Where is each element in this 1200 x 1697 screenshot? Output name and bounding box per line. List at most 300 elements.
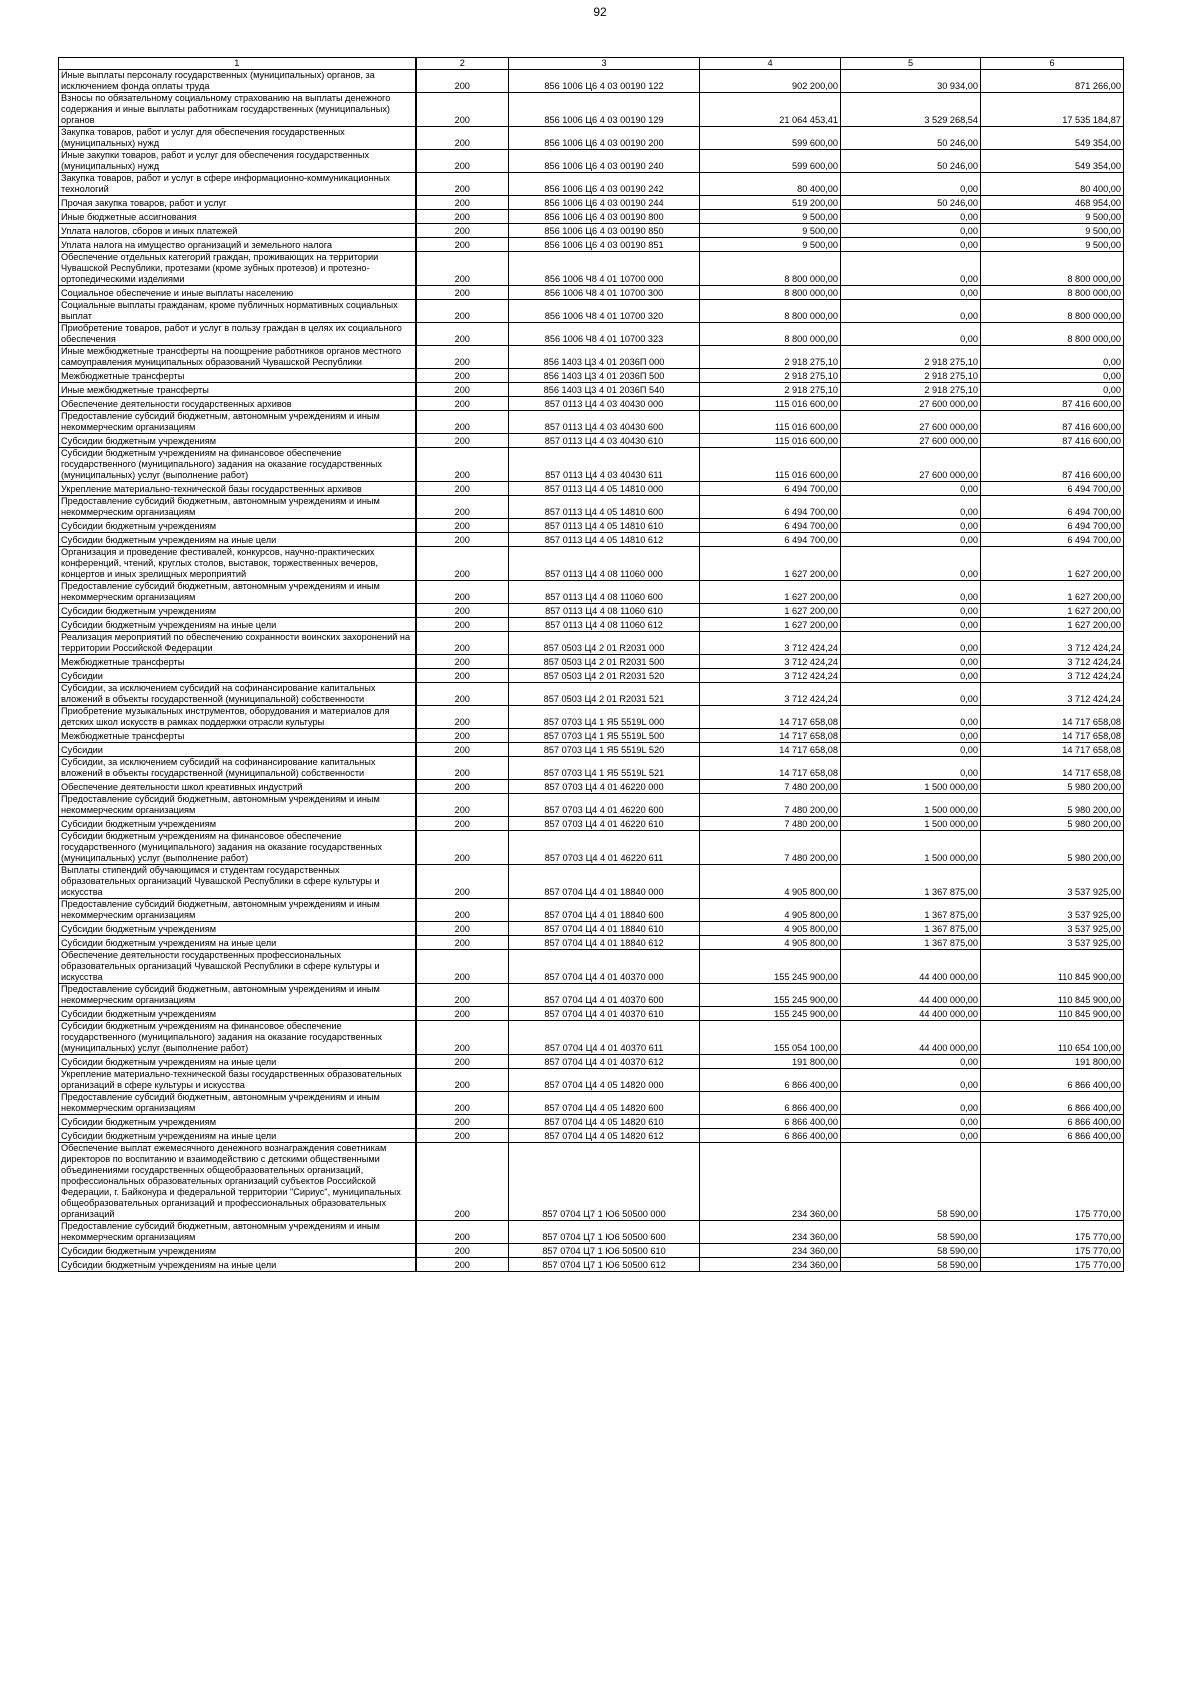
table-row — [59, 482, 1124, 496]
header-row — [59, 58, 1124, 70]
row-name: Предоставление субсидий бюджетным, автономным учреждениям и иным некоммерческим организациям — [59, 984, 416, 1007]
row-amount: 3 712 424,24 — [700, 669, 841, 683]
row-remainder: 0,00 — [981, 346, 1124, 369]
row-code: 200 — [416, 831, 509, 865]
row-name: Субсидии бюджетным учреждениям — [59, 519, 416, 533]
row-executed: 50 246,00 — [841, 196, 981, 210]
row-classification: 856 1403 Ц3 4 01 2036П 540 — [509, 383, 700, 397]
row-classification: 857 0704 Ц4 4 05 14820 612 — [509, 1129, 700, 1143]
table-row — [59, 70, 1124, 93]
row-executed: 1 367 875,00 — [841, 899, 981, 922]
row-executed: 1 367 875,00 — [841, 865, 981, 899]
table-row — [59, 1221, 1124, 1244]
row-code: 200 — [416, 196, 509, 210]
table-row — [59, 448, 1124, 482]
row-executed: 2 918 275,10 — [841, 346, 981, 369]
row-code: 200 — [416, 1069, 509, 1092]
row-executed: 58 590,00 — [841, 1244, 981, 1258]
row-code: 200 — [416, 519, 509, 533]
row-amount: 115 016 600,00 — [700, 397, 841, 411]
row-remainder: 175 770,00 — [981, 1221, 1124, 1244]
row-name: Укрепление материально-технической базы государственных образовательных организаций в сфере культуры и искусства — [59, 1069, 416, 1092]
row-name: Межбюджетные трансферты — [59, 655, 416, 669]
row-amount: 8 800 000,00 — [700, 323, 841, 346]
row-remainder: 175 770,00 — [981, 1244, 1124, 1258]
table-row — [59, 1244, 1124, 1258]
row-amount: 6 866 400,00 — [700, 1115, 841, 1129]
row-code: 200 — [416, 757, 509, 780]
row-code: 200 — [416, 1143, 509, 1221]
row-code: 200 — [416, 397, 509, 411]
row-remainder: 5 980 200,00 — [981, 794, 1124, 817]
row-remainder: 6 494 700,00 — [981, 519, 1124, 533]
table-row — [59, 1258, 1124, 1272]
row-remainder: 3 712 424,24 — [981, 683, 1124, 706]
row-code: 200 — [416, 1092, 509, 1115]
row-remainder: 8 800 000,00 — [981, 300, 1124, 323]
row-name: Предоставление субсидий бюджетным, автономным учреждениям и иным некоммерческим организациям — [59, 794, 416, 817]
row-executed: 0,00 — [841, 604, 981, 618]
row-name: Субсидии бюджетным учреждениям на иные цели — [59, 533, 416, 547]
row-classification: 857 0704 Ц7 1 Ю6 50500 600 — [509, 1221, 700, 1244]
table-row — [59, 683, 1124, 706]
table-row — [59, 743, 1124, 757]
row-amount: 9 500,00 — [700, 210, 841, 224]
row-code: 200 — [416, 346, 509, 369]
row-code: 200 — [416, 780, 509, 794]
row-classification: 857 0503 Ц4 2 01 R2031 520 — [509, 669, 700, 683]
row-classification: 857 0704 Ц4 4 01 18840 000 — [509, 865, 700, 899]
row-amount: 155 245 900,00 — [700, 1007, 841, 1021]
row-amount: 6 494 700,00 — [700, 482, 841, 496]
row-name: Социальное обеспечение и иные выплаты населению — [59, 286, 416, 300]
row-executed: 0,00 — [841, 1069, 981, 1092]
table-row — [59, 817, 1124, 831]
column-header-3: 3 — [509, 58, 700, 70]
row-remainder: 87 416 600,00 — [981, 448, 1124, 482]
row-code: 200 — [416, 383, 509, 397]
row-executed: 0,00 — [841, 173, 981, 196]
row-remainder: 80 400,00 — [981, 173, 1124, 196]
row-remainder: 6 494 700,00 — [981, 482, 1124, 496]
row-executed: 0,00 — [841, 547, 981, 581]
table-row — [59, 1115, 1124, 1129]
table-row — [59, 1129, 1124, 1143]
row-remainder: 3 537 925,00 — [981, 922, 1124, 936]
row-classification: 856 1006 Ц6 4 03 00190 129 — [509, 93, 700, 127]
row-code: 200 — [416, 448, 509, 482]
row-remainder: 549 354,00 — [981, 150, 1124, 173]
row-code: 200 — [416, 706, 509, 729]
row-name: Приобретение музыкальных инструментов, оборудования и материалов для детских школ искусств в рамках поддержки отрасли культуры — [59, 706, 416, 729]
table-row — [59, 397, 1124, 411]
row-executed: 58 590,00 — [841, 1258, 981, 1272]
row-remainder: 110 654 100,00 — [981, 1021, 1124, 1055]
table-row — [59, 150, 1124, 173]
row-code: 200 — [416, 173, 509, 196]
row-name: Выплаты стипендий обучающимся и студентам государственных образовательных организаций Чувашской Республики в сфере культуры и искусства — [59, 865, 416, 899]
table-row — [59, 1069, 1124, 1092]
row-code: 200 — [416, 224, 509, 238]
column-header-2: 2 — [416, 58, 509, 70]
row-executed: 0,00 — [841, 1092, 981, 1115]
row-code: 200 — [416, 984, 509, 1007]
row-remainder: 1 627 200,00 — [981, 618, 1124, 632]
row-name: Субсидии, за исключением субсидий на софинансирование капитальных вложений в объекты государственной (муниципальной) собственности — [59, 683, 416, 706]
row-code: 200 — [416, 950, 509, 984]
row-remainder: 1 627 200,00 — [981, 581, 1124, 604]
row-classification: 857 0704 Ц4 4 01 40370 610 — [509, 1007, 700, 1021]
column-header-4: 4 — [700, 58, 841, 70]
row-remainder: 3 537 925,00 — [981, 899, 1124, 922]
row-code: 200 — [416, 238, 509, 252]
row-classification: 856 1403 Ц3 4 01 2036П 000 — [509, 346, 700, 369]
row-classification: 857 0113 Ц4 4 05 14810 610 — [509, 519, 700, 533]
row-name: Обеспечение деятельности государственных профессиональных образовательных организаций Чувашской Республики в сфере культуры и искусства — [59, 950, 416, 984]
row-amount: 8 800 000,00 — [700, 252, 841, 286]
row-amount: 9 500,00 — [700, 238, 841, 252]
row-classification: 857 0503 Ц4 2 01 R2031 521 — [509, 683, 700, 706]
row-code: 200 — [416, 1221, 509, 1244]
row-amount: 7 480 200,00 — [700, 831, 841, 865]
row-classification: 857 0703 Ц4 4 01 46220 610 — [509, 817, 700, 831]
row-code: 200 — [416, 286, 509, 300]
row-amount: 599 600,00 — [700, 127, 841, 150]
row-executed: 50 246,00 — [841, 127, 981, 150]
row-code: 200 — [416, 581, 509, 604]
row-classification: 857 0704 Ц4 4 01 40370 000 — [509, 950, 700, 984]
row-classification: 857 0704 Ц4 4 05 14820 610 — [509, 1115, 700, 1129]
row-remainder: 0,00 — [981, 383, 1124, 397]
row-name: Уплата налога на имущество организаций и земельного налога — [59, 238, 416, 252]
row-executed: 1 367 875,00 — [841, 922, 981, 936]
table-row — [59, 706, 1124, 729]
row-executed: 0,00 — [841, 238, 981, 252]
row-amount: 1 627 200,00 — [700, 581, 841, 604]
row-executed: 0,00 — [841, 210, 981, 224]
row-classification: 856 1006 Ч8 4 01 10700 000 — [509, 252, 700, 286]
row-classification: 856 1006 Ц6 4 03 00190 200 — [509, 127, 700, 150]
row-name: Субсидии бюджетным учреждениям на финансовое обеспечение государственного (муниципального) задания на оказание государственных (муниципальных) услуг (выполнение работ) — [59, 1021, 416, 1055]
row-code: 200 — [416, 323, 509, 346]
row-executed: 1 500 000,00 — [841, 817, 981, 831]
row-classification: 857 0703 Ц4 4 01 46220 611 — [509, 831, 700, 865]
row-classification: 856 1006 Ч8 4 01 10700 323 — [509, 323, 700, 346]
table-row — [59, 210, 1124, 224]
row-classification: 857 0113 Ц4 4 03 40430 610 — [509, 434, 700, 448]
row-amount: 115 016 600,00 — [700, 448, 841, 482]
table-row — [59, 300, 1124, 323]
budget-table — [58, 57, 1124, 1272]
row-amount: 519 200,00 — [700, 196, 841, 210]
row-executed: 50 246,00 — [841, 150, 981, 173]
row-name: Субсидии бюджетным учреждениям — [59, 1007, 416, 1021]
row-classification: 856 1403 Ц3 4 01 2036П 500 — [509, 369, 700, 383]
row-code: 200 — [416, 434, 509, 448]
row-classification: 857 0113 Ц4 4 05 14810 600 — [509, 496, 700, 519]
row-name: Субсидии бюджетным учреждениям на финансовое обеспечение государственного (муниципального) задания на оказание государственных (муниципальных) услуг (выполнение работ) — [59, 448, 416, 482]
row-amount: 4 905 800,00 — [700, 922, 841, 936]
row-remainder: 871 266,00 — [981, 70, 1124, 93]
row-classification: 856 1006 Ц6 4 03 00190 122 — [509, 70, 700, 93]
row-amount: 14 717 658,08 — [700, 729, 841, 743]
row-amount: 115 016 600,00 — [700, 411, 841, 434]
row-executed: 0,00 — [841, 669, 981, 683]
row-classification: 857 0703 Ц4 1 Я5 5519L 520 — [509, 743, 700, 757]
row-code: 200 — [416, 865, 509, 899]
row-amount: 234 360,00 — [700, 1221, 841, 1244]
table-row — [59, 865, 1124, 899]
row-amount: 14 717 658,08 — [700, 757, 841, 780]
row-executed: 44 400 000,00 — [841, 984, 981, 1007]
row-executed: 27 600 000,00 — [841, 448, 981, 482]
row-code: 200 — [416, 1244, 509, 1258]
row-name: Субсидии бюджетным учреждениям на финансовое обеспечение государственного (муниципального) задания на оказание государственных (муниципальных) услуг (выполнение работ) — [59, 831, 416, 865]
row-executed: 27 600 000,00 — [841, 434, 981, 448]
row-code: 200 — [416, 729, 509, 743]
table-row — [59, 604, 1124, 618]
row-executed: 1 367 875,00 — [841, 936, 981, 950]
row-classification: 857 0703 Ц4 4 01 46220 000 — [509, 780, 700, 794]
table-row — [59, 780, 1124, 794]
row-remainder: 87 416 600,00 — [981, 434, 1124, 448]
row-amount: 7 480 200,00 — [700, 794, 841, 817]
row-amount: 234 360,00 — [700, 1258, 841, 1272]
row-executed: 2 918 275,10 — [841, 369, 981, 383]
column-header-1: 1 — [59, 58, 416, 70]
row-name: Предоставление субсидий бюджетным, автономным учреждениям и иным некоммерческим организациям — [59, 581, 416, 604]
row-name: Иные межбюджетные трансферты на поощрение работников органов местного самоуправления муниципальных образований Чувашской Республики — [59, 346, 416, 369]
row-amount: 1 627 200,00 — [700, 604, 841, 618]
row-name: Предоставление субсидий бюджетным, автономным учреждениям и иным некоммерческим организациям — [59, 411, 416, 434]
row-executed: 1 500 000,00 — [841, 780, 981, 794]
row-remainder: 1 627 200,00 — [981, 604, 1124, 618]
row-code: 200 — [416, 533, 509, 547]
row-remainder: 110 845 900,00 — [981, 984, 1124, 1007]
row-remainder: 8 800 000,00 — [981, 252, 1124, 286]
row-remainder: 14 717 658,08 — [981, 743, 1124, 757]
table-row — [59, 1143, 1124, 1221]
row-classification: 857 0113 Ц4 4 08 11060 610 — [509, 604, 700, 618]
row-amount: 1 627 200,00 — [700, 618, 841, 632]
row-code: 200 — [416, 632, 509, 655]
row-executed: 58 590,00 — [841, 1143, 981, 1221]
row-name: Обеспечение отдельных категорий граждан, проживающих на территории Чувашской Республики, протезами (кроме зубных протезов) и протезно-ортопедическими изделиями — [59, 252, 416, 286]
table-row — [59, 93, 1124, 127]
row-classification: 856 1006 Ц6 4 03 00190 800 — [509, 210, 700, 224]
row-remainder: 5 980 200,00 — [981, 817, 1124, 831]
row-code: 200 — [416, 604, 509, 618]
row-name: Приобретение товаров, работ и услуг в пользу граждан в целях их социального обеспечения — [59, 323, 416, 346]
row-amount: 3 712 424,24 — [700, 632, 841, 655]
row-code: 200 — [416, 93, 509, 127]
row-executed: 30 934,00 — [841, 70, 981, 93]
row-code: 200 — [416, 683, 509, 706]
row-amount: 14 717 658,08 — [700, 743, 841, 757]
row-classification: 857 0113 Ц4 4 03 40430 611 — [509, 448, 700, 482]
row-classification: 857 0113 Ц4 4 05 14810 000 — [509, 482, 700, 496]
row-executed: 44 400 000,00 — [841, 950, 981, 984]
row-amount: 6 866 400,00 — [700, 1069, 841, 1092]
table-row — [59, 127, 1124, 150]
row-executed: 3 529 268,54 — [841, 93, 981, 127]
table-header — [59, 58, 1124, 70]
row-remainder: 6 494 700,00 — [981, 496, 1124, 519]
row-remainder: 191 800,00 — [981, 1055, 1124, 1069]
row-executed: 0,00 — [841, 482, 981, 496]
table-row — [59, 1021, 1124, 1055]
row-executed: 0,00 — [841, 224, 981, 238]
row-name: Укрепление материально-технической базы государственных архивов — [59, 482, 416, 496]
row-amount: 6 866 400,00 — [700, 1129, 841, 1143]
row-amount: 234 360,00 — [700, 1143, 841, 1221]
table-body — [59, 70, 1124, 1272]
row-name: Субсидии бюджетным учреждениям на иные цели — [59, 618, 416, 632]
row-code: 200 — [416, 743, 509, 757]
table-row — [59, 757, 1124, 780]
row-amount: 599 600,00 — [700, 150, 841, 173]
row-classification: 857 0703 Ц4 4 01 46220 600 — [509, 794, 700, 817]
row-remainder: 1 627 200,00 — [981, 547, 1124, 581]
table-row — [59, 632, 1124, 655]
row-code: 200 — [416, 922, 509, 936]
row-classification: 857 0704 Ц4 4 01 40370 600 — [509, 984, 700, 1007]
row-remainder: 468 954,00 — [981, 196, 1124, 210]
row-amount: 155 245 900,00 — [700, 950, 841, 984]
row-classification: 856 1006 Ч8 4 01 10700 320 — [509, 300, 700, 323]
row-executed: 58 590,00 — [841, 1221, 981, 1244]
row-executed: 0,00 — [841, 632, 981, 655]
row-remainder: 6 866 400,00 — [981, 1069, 1124, 1092]
row-code: 200 — [416, 70, 509, 93]
row-executed: 0,00 — [841, 300, 981, 323]
row-name: Субсидии бюджетным учреждениям — [59, 922, 416, 936]
table-row — [59, 346, 1124, 369]
table-row — [59, 729, 1124, 743]
row-classification: 856 1006 Ц6 4 03 00190 242 — [509, 173, 700, 196]
row-amount: 155 245 900,00 — [700, 984, 841, 1007]
row-remainder: 5 980 200,00 — [981, 831, 1124, 865]
row-name: Предоставление субсидий бюджетным, автономным учреждениям и иным некоммерческим организациям — [59, 496, 416, 519]
row-remainder: 3 712 424,24 — [981, 632, 1124, 655]
row-amount: 6 494 700,00 — [700, 496, 841, 519]
table-row — [59, 224, 1124, 238]
row-executed: 0,00 — [841, 519, 981, 533]
row-name: Уплата налогов, сборов и иных платежей — [59, 224, 416, 238]
row-amount: 6 866 400,00 — [700, 1092, 841, 1115]
row-name: Субсидии бюджетным учреждениям — [59, 434, 416, 448]
table-row — [59, 238, 1124, 252]
row-remainder: 110 845 900,00 — [981, 950, 1124, 984]
row-name: Прочая закупка товаров, работ и услуг — [59, 196, 416, 210]
row-remainder: 17 535 184,87 — [981, 93, 1124, 127]
row-classification: 857 0704 Ц4 4 01 18840 612 — [509, 936, 700, 950]
row-executed: 0,00 — [841, 1055, 981, 1069]
row-amount: 4 905 800,00 — [700, 899, 841, 922]
column-header-6: 6 — [981, 58, 1124, 70]
row-classification: 857 0703 Ц4 1 Я5 5519L 500 — [509, 729, 700, 743]
row-amount: 234 360,00 — [700, 1244, 841, 1258]
row-code: 200 — [416, 1258, 509, 1272]
row-executed: 1 500 000,00 — [841, 794, 981, 817]
row-executed: 0,00 — [841, 655, 981, 669]
row-code: 200 — [416, 655, 509, 669]
row-code: 200 — [416, 1007, 509, 1021]
table-row — [59, 794, 1124, 817]
row-remainder: 14 717 658,08 — [981, 706, 1124, 729]
row-code: 200 — [416, 127, 509, 150]
row-remainder: 3 537 925,00 — [981, 936, 1124, 950]
row-code: 200 — [416, 369, 509, 383]
row-amount: 3 712 424,24 — [700, 683, 841, 706]
row-code: 200 — [416, 252, 509, 286]
row-classification: 857 0503 Ц4 2 01 R2031 500 — [509, 655, 700, 669]
row-remainder: 110 845 900,00 — [981, 1007, 1124, 1021]
row-classification: 856 1006 Ч8 4 01 10700 300 — [509, 286, 700, 300]
row-code: 200 — [416, 817, 509, 831]
row-name: Предоставление субсидий бюджетным, автономным учреждениям и иным некоммерческим организациям — [59, 899, 416, 922]
row-amount: 4 905 800,00 — [700, 865, 841, 899]
table-row — [59, 922, 1124, 936]
table-row — [59, 434, 1124, 448]
row-name: Предоставление субсидий бюджетным, автономным учреждениям и иным некоммерческим организациям — [59, 1221, 416, 1244]
row-name: Субсидии — [59, 669, 416, 683]
row-name: Организация и проведение фестивалей, конкурсов, научно-практических конференций, чтений, круглых столов, выставок, торжественных вечеров, концертов и иных зрелищных мероприятий — [59, 547, 416, 581]
row-remainder: 14 717 658,08 — [981, 757, 1124, 780]
row-executed: 0,00 — [841, 533, 981, 547]
row-amount: 2 918 275,10 — [700, 383, 841, 397]
row-name: Иные бюджетные ассигнования — [59, 210, 416, 224]
row-code: 200 — [416, 1115, 509, 1129]
row-code: 200 — [416, 210, 509, 224]
row-classification: 857 0113 Ц4 4 05 14810 612 — [509, 533, 700, 547]
row-name: Межбюджетные трансферты — [59, 729, 416, 743]
table-row — [59, 547, 1124, 581]
row-amount: 902 200,00 — [700, 70, 841, 93]
row-classification: 856 1006 Ц6 4 03 00190 244 — [509, 196, 700, 210]
row-name: Обеспечение выплат ежемесячного денежного вознаграждения советникам директоров по воспитанию и взаимодействию с детскими общественными объединениями государственных общеобразовательных организаций, профессиональных образовательных организаций субъектов Российской Федерации, г. Байконура и федеральной территории "Сириус", муниципальных общеобразовательных организаций и профессиональных образовательных организаций — [59, 1143, 416, 1221]
table-row — [59, 899, 1124, 922]
row-name: Закупка товаров, работ и услуг для обеспечения государственных (муниципальных) нужд — [59, 127, 416, 150]
row-classification: 856 1006 Ц6 4 03 00190 240 — [509, 150, 700, 173]
row-classification: 857 0503 Ц4 2 01 R2031 000 — [509, 632, 700, 655]
row-remainder: 9 500,00 — [981, 210, 1124, 224]
table-row — [59, 519, 1124, 533]
row-name: Субсидии бюджетным учреждениям — [59, 1115, 416, 1129]
row-executed: 0,00 — [841, 706, 981, 729]
row-remainder: 549 354,00 — [981, 127, 1124, 150]
row-classification: 857 0703 Ц4 1 Я5 5519L 521 — [509, 757, 700, 780]
row-amount: 7 480 200,00 — [700, 817, 841, 831]
row-executed: 0,00 — [841, 581, 981, 604]
row-executed: 0,00 — [841, 323, 981, 346]
table-row — [59, 1055, 1124, 1069]
table-row — [59, 286, 1124, 300]
row-amount: 191 800,00 — [700, 1055, 841, 1069]
table-row — [59, 411, 1124, 434]
table-row — [59, 1092, 1124, 1115]
row-remainder: 8 800 000,00 — [981, 323, 1124, 346]
row-amount: 6 494 700,00 — [700, 533, 841, 547]
row-classification: 857 0113 Ц4 4 03 40430 000 — [509, 397, 700, 411]
row-executed: 0,00 — [841, 729, 981, 743]
row-code: 200 — [416, 496, 509, 519]
row-executed: 1 500 000,00 — [841, 831, 981, 865]
row-name: Обеспечение деятельности государственных архивов — [59, 397, 416, 411]
row-amount: 8 800 000,00 — [700, 300, 841, 323]
row-remainder: 9 500,00 — [981, 238, 1124, 252]
row-classification: 857 0704 Ц4 4 01 18840 600 — [509, 899, 700, 922]
